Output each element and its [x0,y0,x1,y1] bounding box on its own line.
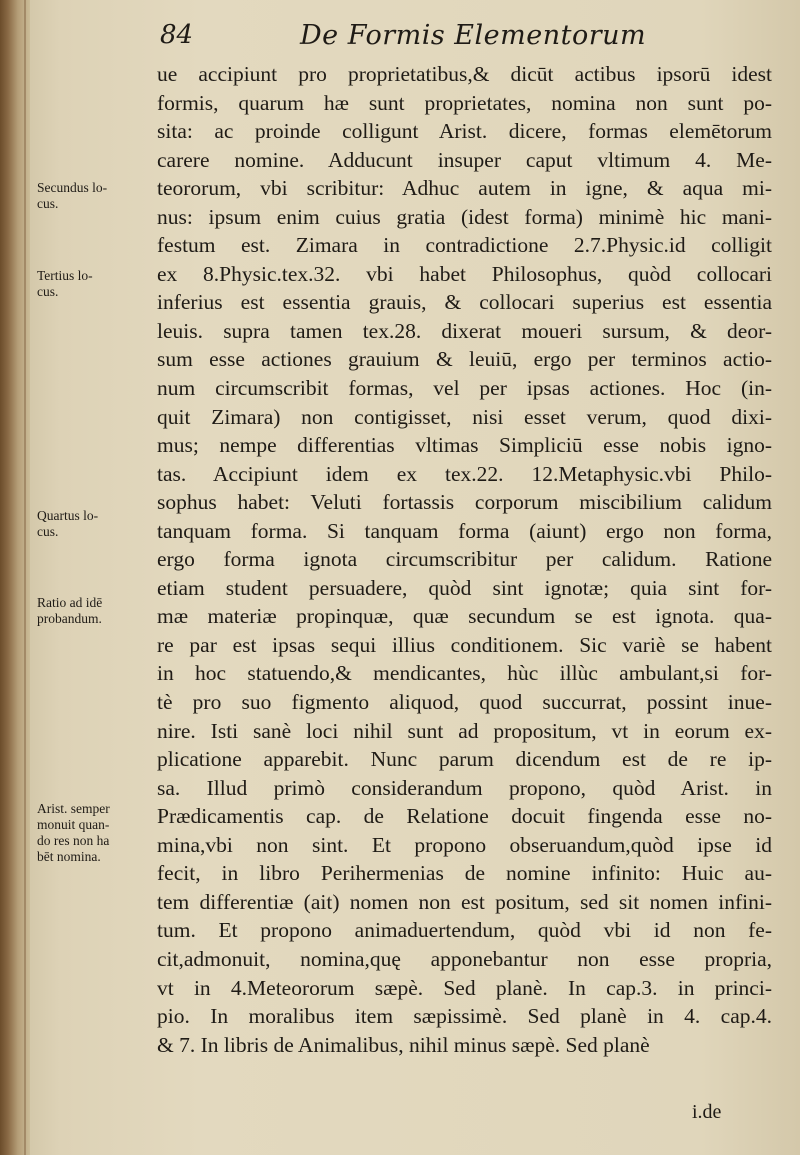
margin-note-secundus [37,180,145,212]
text-line: ex 8.Physic.tex.32. vbi habet Philosophus, quòd collocari [157,261,772,286]
text-line: ue accipiunt pro proprietatibus,& dicūt actibus ipsorū idest [157,62,772,86]
text-line: ergo forma ignota circumscribitur per calidum. Ratione [157,547,772,572]
page-number: 84 [160,20,194,50]
margin-note-line: monuit quan- [37,817,110,832]
text-line: tanquam forma. Si tanquam forma (aiunt) ergo non forma, [157,518,772,543]
text-line: sita: ac proinde colligunt Arist. dicere, formas elemētorum [157,119,772,144]
text-line: in hoc statuendo,& mendicantes, hùc illùc ambulant,si for- [157,661,772,686]
text-line: vt in 4.Meteororum sæpè. Sed planè. In cap.3. in princi- [157,975,772,1000]
text-line: leuis. supra tamen tex.28. dixerat moueri sursum, & deor- [157,318,772,343]
margin-note-line: do res non ha [37,833,110,848]
margin-note-quartus [37,508,145,540]
text-line: & 7. In libris de Animalibus, nihil minus sæpè. Sed planè [157,1032,650,1057]
margin-note-line: Arist. semper [37,801,110,816]
text-line: sophus habet: Veluti fortassis corporum miscibilium calidum [157,490,772,515]
margin-note-line: Quartus lo- [37,508,99,523]
text-line: festum est. Zimara in contradictione 2.7.Physic.id colligit [157,233,772,258]
margin-note-arist [37,801,145,865]
margin-note-line: cus. [37,284,59,299]
text-line: mæ materiæ propinquæ, quæ secundum se est ignota. qua- [157,604,772,629]
text-line: nire. Isti sanè loci nihil sunt ad propositum, vt in eorum ex- [157,718,772,743]
text-line: sa. Illud primò considerandum propono, quòd Arist. in [157,775,772,800]
book-binding [0,0,30,1155]
text-line: sum esse actiones grauium & leuiū, ergo per terminos actio- [157,347,772,372]
text-line: mus; nempe differentias vltimas Simpliciū esse nobis igno- [157,433,772,458]
text-line: inferius est essentia grauis, & collocari superius est essentia [157,290,772,315]
text-line: tas. Accipiunt idem ex tex.22. 12.Metaphysic.vbi Philo- [157,461,772,486]
running-title: De Formis Elementorum [300,20,647,51]
body-text [157,60,772,1059]
text-line: etiam student persuadere, quòd sint ignotæ; quia sint for- [157,575,772,600]
text-line: plicatione apparebit. Nunc parum dicendum est de re ip- [157,747,772,772]
margin-note-ratio [37,595,145,627]
margin-note-tertius [37,268,145,300]
text-line: tem differentiæ (ait) nomen non est positum, sed sit nomen infini- [157,889,772,914]
margin-note-line: cus. [37,196,59,211]
text-line: tum. Et propono animaduertendum, quòd vbi id non fe- [157,918,772,943]
margin-note-line: Secundus lo- [37,180,108,195]
text-line: cit,admonuit, nomina,quę apponebantur non esse propria, [157,946,772,971]
text-line: re par est ipsas sequi illius conditionem. Sic variè se habent [157,632,772,657]
text-line: tè pro suo figmento aliquod, quod succurrat, possint inue- [157,690,772,715]
text-line: mina,vbi non sint. Et propono obseruandum,quòd ipse id [157,832,772,857]
text-line: pio. In moralibus item sæpissimè. Sed planè in 4. cap.4. [157,1004,772,1029]
text-line: fecit, in libro Perihermenias de nomine infinito: Huic au- [157,861,772,886]
text-line: Prædicamentis cap. de Relatione docuit fingenda esse no- [157,804,772,829]
text-line: formis, quarum hæ sunt proprietates, nomina non sunt po- [157,90,772,115]
margin-note-line: bēt nomina. [37,849,101,864]
catchword: i.de [692,1101,722,1123]
text-line: nus: ipsum enim cuius gratia (idest forma) minimè hic mani- [157,204,772,229]
page-header [140,14,740,54]
margin-note-line: Ratio ad idē [37,595,103,610]
margin-note-line: probandum. [37,611,102,626]
text-line: num circumscribit formas, vel per ipsas actiones. Hoc (in- [157,376,772,401]
text-line: teororum, vbi scribitur: Adhuc autem in igne, & aqua mi- [157,176,772,201]
text-line: carere nomine. Adducunt insuper caput vltimum 4. Me- [157,147,772,172]
text-line: quit Zimara) non contigisset, nisi esset verum, quod dixi- [157,404,772,429]
margin-note-line: Tertius lo- [37,268,93,283]
margin-note-line: cus. [37,524,59,539]
